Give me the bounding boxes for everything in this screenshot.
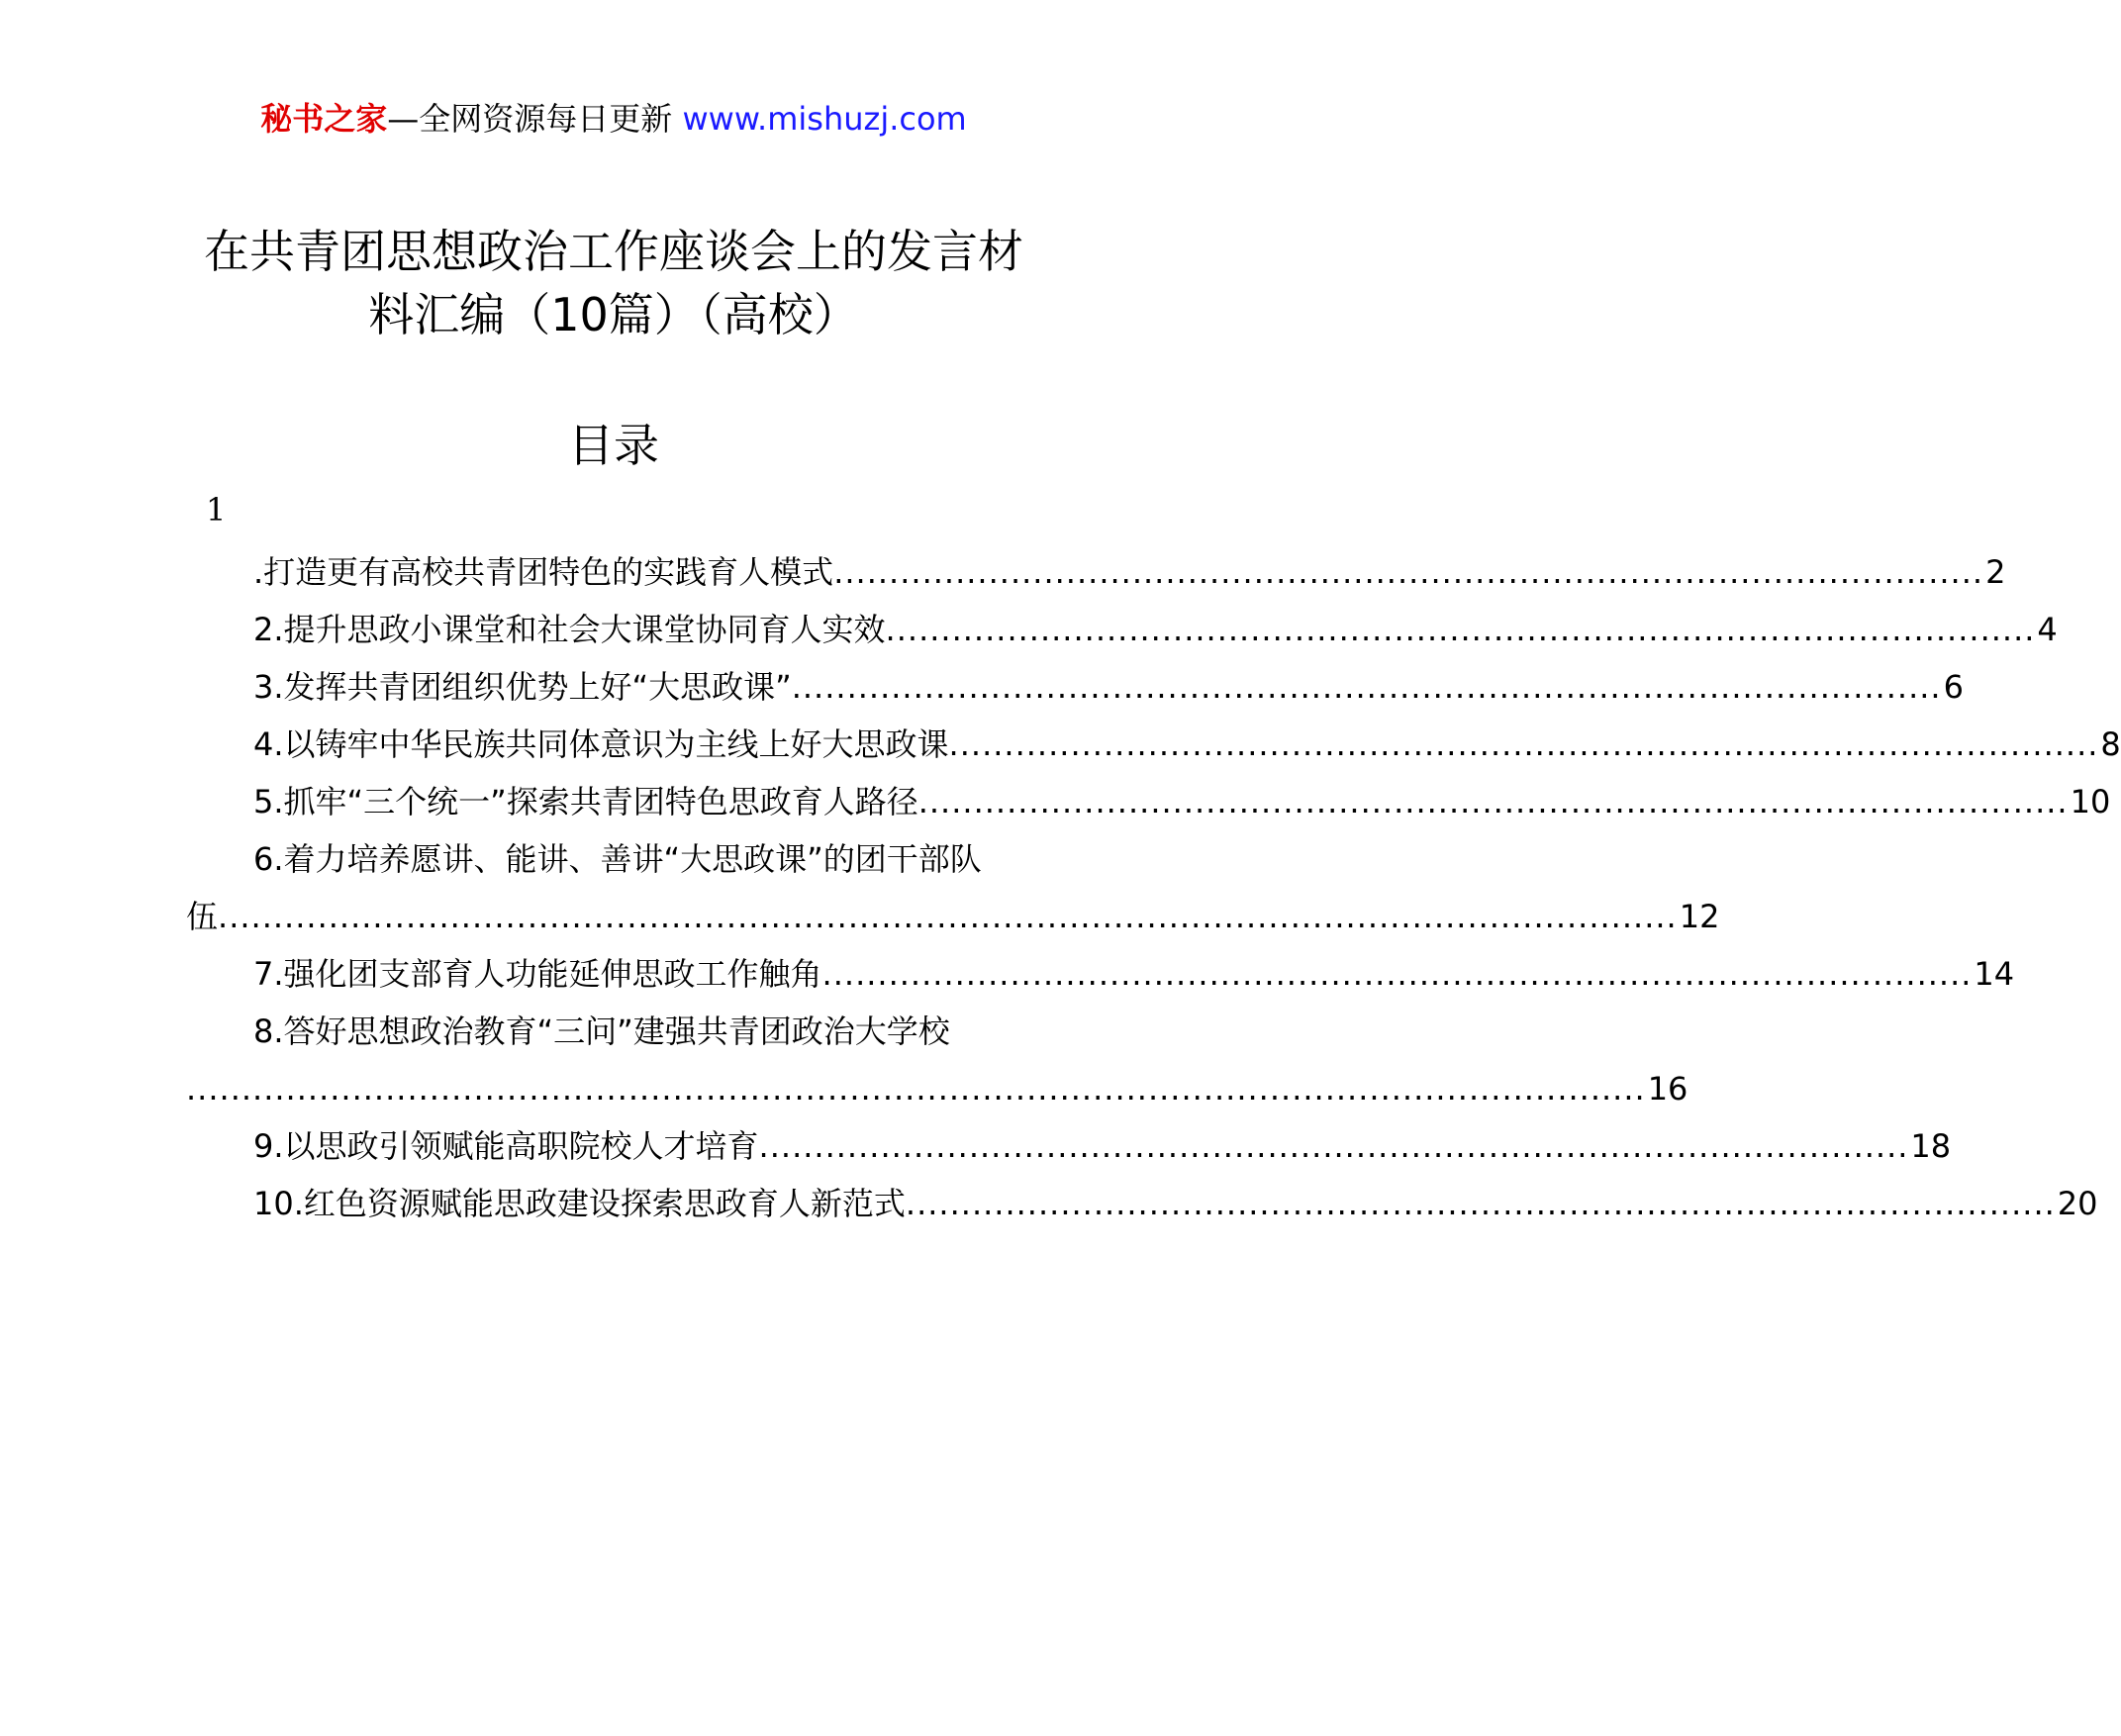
toc-entry[interactable]: [186, 550, 2006, 594]
toc-entry-title: 6.着力培养愿讲、能讲、善讲“大思政课”的团干部队: [253, 840, 982, 878]
toc-entry-title: 2.提升思政小课堂和社会大课堂协同育人实效: [253, 611, 886, 648]
toc-entry[interactable]: [186, 608, 2058, 651]
toc-entry-title: 10.红色资源赋能思政建设探索思政育人新范式: [253, 1185, 906, 1222]
toc-entry[interactable]: [186, 780, 2111, 823]
toc-leader-dots: ........................................................................................................: [758, 1127, 1909, 1165]
toc-entry-page: 6: [1943, 668, 1964, 706]
toc-entry-page: 18: [1910, 1127, 1952, 1165]
toc-leader-dots: ........................................................................................................: [905, 1185, 2056, 1222]
toc-leader-dots: ........................................................................................................: [821, 955, 1973, 993]
toc-entry-page: 16: [1647, 1070, 1688, 1108]
toc-number-one: 1: [206, 491, 227, 529]
toc-entry-line-1[interactable]: [186, 837, 1037, 881]
toc-leader-dots: ....................................................................................................................................: [218, 898, 1678, 935]
toc-entry-page: 2: [1985, 553, 2006, 591]
toc-entry-page: 12: [1679, 898, 1720, 935]
header-slogan: —全网资源每日更新: [387, 100, 683, 138]
toc-entry-title: 3.发挥共青团组织优势上好“大思政课”: [253, 668, 792, 706]
toc-leader-dots: ........................................................................................................: [917, 783, 2069, 820]
toc-entry-page: 8: [2100, 725, 2121, 763]
site-header: [0, 99, 1227, 139]
toc-leader-dots: ........................................................................................................: [948, 725, 2099, 763]
toc-entry-title: 7.强化团支部育人功能延伸思政工作触角: [253, 955, 822, 993]
title-line-2: 料汇编（10篇）（高校）: [368, 288, 859, 341]
brand-name: 秘书之家: [260, 100, 388, 138]
toc-entry[interactable]: [186, 1182, 2098, 1225]
toc-leader-dots: ........................................................................................................: [833, 553, 1984, 591]
toc-entry[interactable]: [186, 665, 1964, 709]
toc-entry-title: 9.以思政引领赋能高职院校人才培育: [253, 1127, 759, 1165]
toc-entry[interactable]: [186, 723, 2121, 766]
toc-leader-dots: ........................................................................................................: [791, 668, 1942, 706]
toc-entry-title: 4.以铸牢中华民族共同体意识为主线上好大思政课: [253, 725, 949, 763]
toc-heading: 目录: [568, 419, 659, 472]
toc-leader-dots: ........................................................................................................: [885, 611, 2036, 648]
toc-entry-line-1[interactable]: [186, 1010, 1037, 1053]
toc-entry-line-2[interactable]: [186, 1067, 1688, 1110]
document-title: [188, 220, 1039, 346]
toc-entry-title-continued: 伍: [186, 898, 219, 935]
toc-leader-dots: ....................................................................................................................................: [186, 1070, 1646, 1108]
toc-entry-page: 4: [2037, 611, 2058, 648]
toc-entry-title: 8.答好思想政治教育“三问”建强共青团政治大学校: [253, 1013, 950, 1050]
toc-entry-title: 5.抓牢“三个统一”探索共青团特色思政育人路径: [253, 783, 918, 820]
toc-entry-title: .打造更有高校共青团特色的实践育人模式: [253, 553, 834, 591]
site-url-link[interactable]: www.mishuzj.com: [682, 100, 967, 138]
toc-entry[interactable]: [186, 952, 2015, 996]
toc-entry-line-2[interactable]: [186, 895, 1720, 938]
toc-entry-page: 20: [2057, 1185, 2098, 1222]
title-line-1: 在共青团思想政治工作座谈会上的发言材: [204, 225, 1023, 278]
toc-entry-page: 10: [2070, 783, 2111, 820]
toc-entry-page: 14: [1974, 955, 2015, 993]
toc-entry[interactable]: [186, 1124, 1952, 1168]
